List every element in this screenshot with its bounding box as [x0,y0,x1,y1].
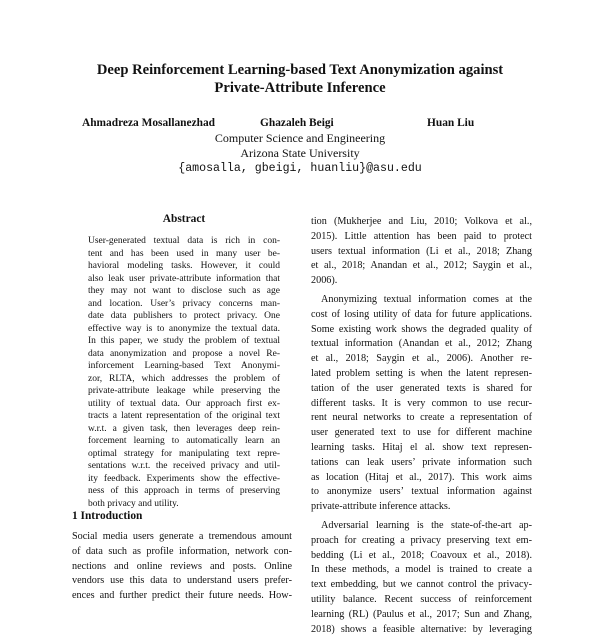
text-line: zor, RLTA, which addresses the problem of [88,373,280,384]
text-line: et al., 2018; Saygin et al., 2006). Another re- [311,353,532,365]
university: Arizona State University [240,146,360,160]
title-line: Private-Attribute Inference [214,80,386,96]
text-line: and location. User’s privacy concerns man- [88,298,280,309]
author-name: Ahmadreza Mosallanezhad [82,117,215,129]
text-line: 2018) shows a feasible alternative: by leveraging [311,623,532,635]
text-line: effective way is to anonymize the textual data. [88,323,280,334]
text-line: lated problem setting is when the latent represen- [311,367,532,379]
author-name: Ghazaleh Beigi [260,117,334,129]
text-line: private-attribute inference attacks. [311,501,451,513]
text-line: learning tasks. Hitaj el al. show text represen- [311,441,532,453]
text-line: utility of textual data. Our approach first ex- [88,398,280,409]
right-column-body [311,215,532,637]
text-line: nections and online reviews and posts. Online [72,560,292,572]
paper-title [60,61,540,97]
text-line: private-attribute leakage while preserving the [88,386,280,396]
text-line: tation of the user generated texts is shared for [311,382,532,394]
text-line: ness of this approach in terms of preserving [88,486,280,496]
text-line: vendors use this data to understand users prefer- [72,575,292,587]
text-line: text embedding, but we cannot control the privacy- [311,579,532,591]
text-line: learning (RL) (Paulus et al., 2017; Sun and Zhang, [311,608,532,620]
text-line: w.r.t. a given task, then leverages deep rein- [88,423,280,434]
text-line: 2015). Little attention has been paid to protect [311,230,532,242]
author-email: {amosalla, gbeigi, huanliu}@asu.edu [178,162,422,175]
text-line: User-generated textual data is rich in con- [88,236,280,246]
text-line: textual information (Anandan et al., 2012; Zhang [311,338,532,350]
text-line: cost of losing utility of data for future applications. [311,308,532,320]
text-line: In these methods, a model is trained to create a [311,564,532,576]
text-line: ences and further predict their future needs. How- [72,590,292,602]
text-line: users textual information (Li et al., 2018; Zhang [311,245,532,257]
text-line: 2006). [311,275,338,287]
department: Computer Science and Engineering [214,131,386,145]
text-line: date data publishers to protect privacy. One [88,311,280,321]
text-line: utility balance. Recent success of reinforcement [311,593,532,605]
text-line: rent neural networks to create a representation of [311,412,532,424]
text-line: of data such as profile information, network con- [72,545,292,557]
text-line: different tasks. It is very common to use recur- [311,397,532,409]
text-line: also leak user private-attribute information that [88,273,280,284]
title-line: Deep Reinforcement Learning-based Text Anonymization against [96,62,504,78]
text-line: proach for creating a privacy preserving text em- [311,534,532,546]
text-line: user generated text to use for different machine [311,427,532,439]
text-line: data anonymization and propose a novel Re- [88,348,280,359]
author-name: Huan Liu [427,117,475,129]
text-line: forcement learning to automatically learn an [88,436,280,446]
text-line: In this paper, we study the problem of textual [88,336,280,346]
text-line: ity feedback. Experiments show the effective- [88,473,280,484]
text-line: Some existing work shows the degraded quality of [311,323,532,335]
abstract-heading: Abstract [162,213,206,225]
text-line: Social media users generate a tremendous amount [72,531,292,542]
text-line: they may not want to disclose such as age [88,286,280,296]
text-line: tracts a latent representation of the original text [88,411,280,421]
text-line: optimal strategy for manipulating text repre- [88,448,280,459]
abstract-body [88,235,280,510]
text-line: tion (Mukherjee and Liu, 2010; Volkova et al., [311,216,532,227]
affiliation [100,131,500,176]
text-line: bedding (Li et al., 2018; Coavoux et al., 2018). [311,549,532,561]
section-heading: 1 Introduction [72,510,143,522]
text-line: tations can leak users’ private information such [311,456,532,468]
text-line: both privacy and utility. [88,498,179,509]
text-line: sentations w.r.t. the received privacy and util- [88,461,280,471]
text-line: Adversarial learning is the state-of-the-art ap- [321,519,532,531]
text-line: havioral modeling tasks. However, it could [88,261,280,271]
text-line: tent and has been used in many user be- [88,248,280,259]
text-line: et al., 2018; Anandan et al., 2012; Saygin et al., [311,260,532,272]
introduction-body [72,530,292,604]
text-line: to anonymize users’ textual information against [311,486,532,498]
text-line: Anonymizing textual information comes at the [321,293,532,305]
text-line: inforcement Learning-based Text Anonymi- [88,361,280,371]
text-line: as location (Hitaj et al., 2017). This work aims [311,471,532,483]
